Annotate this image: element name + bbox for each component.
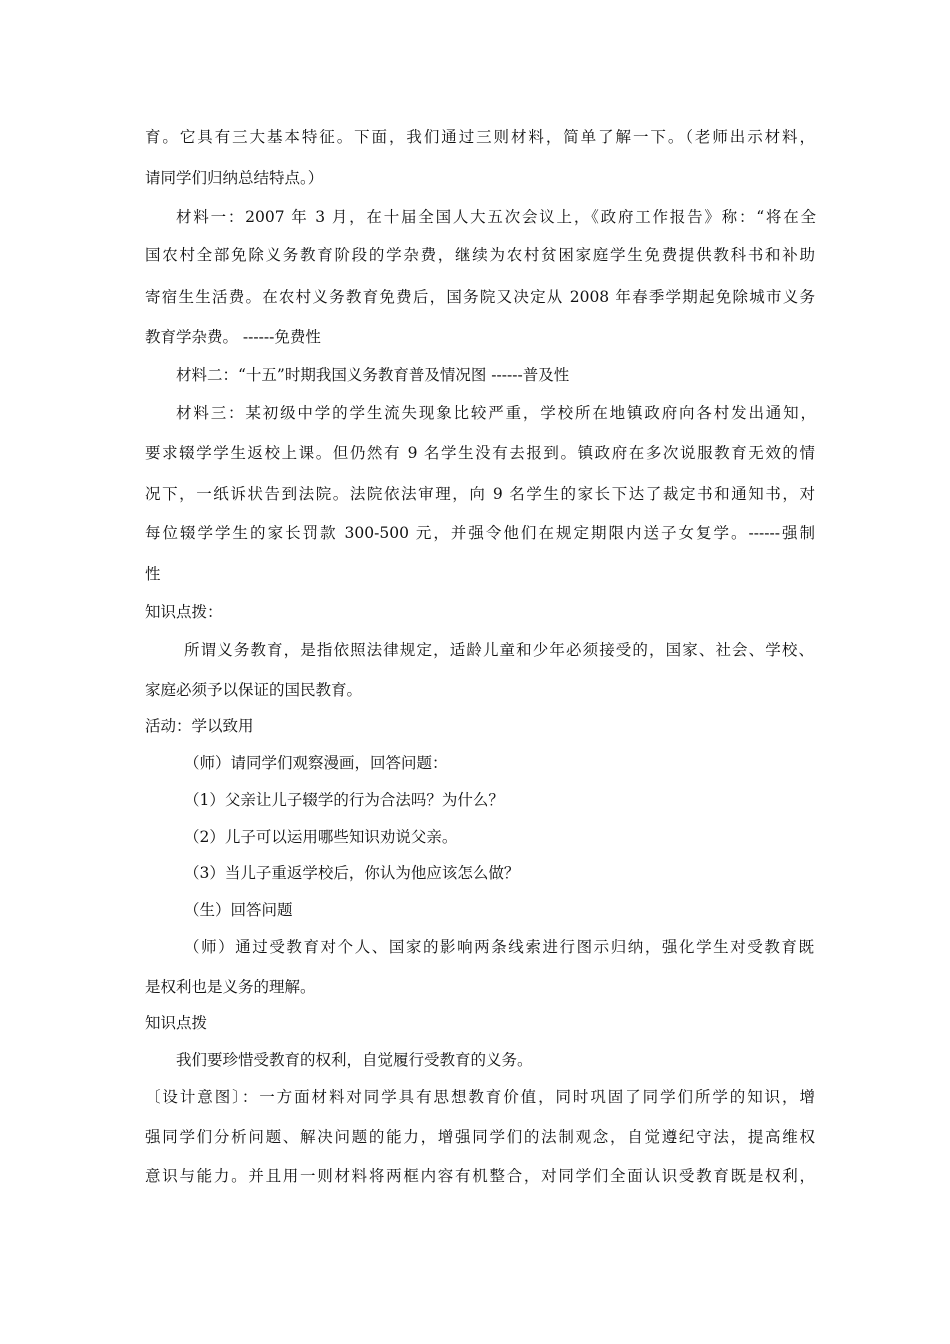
material-three-line: 材料三：某初级中学的学生流失现象比较严重，学校所在地镇政府向各村发出通知， <box>176 404 816 422</box>
activity-line: （师）通过受教育对个人、国家的影响两条线索进行图示归纳，强化学生对受教育既 <box>184 938 814 956</box>
section-heading: 活动：学以致用 <box>145 717 254 735</box>
question-item: （3）当儿子重返学校后，你认为他应该怎么做？ <box>184 864 520 882</box>
question-item: （1）父亲让儿子辍学的行为合法吗？为什么？ <box>184 791 504 809</box>
definition-line: 家庭必须予以保证的国民教育。 <box>145 681 363 699</box>
design-intent-line: 强同学们分析问题、解决问题的能力，增强同学们的法制观念，自觉遵纪守法，提高维权 <box>145 1128 815 1146</box>
material-one-line: 国农村全部免除义务教育阶段的学杂费，继续为农村贫困家庭学生免费提供教科书和补助 <box>145 246 815 264</box>
design-intent-line: 〔设计意图〕：一方面材料对同学具有思想教育价值，同时巩固了同学们所学的知识，增 <box>145 1088 815 1106</box>
paragraph-line: 请同学们归纳总结特点。） <box>145 169 324 187</box>
section-heading: 知识点拨： <box>145 603 223 621</box>
activity-line: （生）回答问题 <box>184 901 293 919</box>
paragraph-line: 育。它具有三大基本特征。下面，我们通过三则材料，简单了解一下。（老师出示材料， <box>145 128 815 146</box>
material-three-line: 性 <box>145 565 161 583</box>
material-one-line: 教育学杂费。 ------免费性 <box>145 328 321 346</box>
material-one-line: 材料一：2007 年 3 月，在十届全国人大五次会议上，《政府工作报告》称：“将在全 <box>176 208 816 226</box>
activity-line: （师）请同学们观察漫画，回答问题： <box>184 754 448 772</box>
material-three-line: 况下，一纸诉状告到法院。法院依法审理，向 9 名学生的家长下达了裁定书和通知书，对 <box>145 485 815 503</box>
definition-line: 所谓义务教育，是指依照法律规定，适龄儿童和少年必须接受的，国家、社会、学校、 <box>184 641 814 659</box>
material-three-line: 要求辍学学生返校上课。但仍然有 9 名学生没有去报到。镇政府在多次说服教育无效的情 <box>145 444 815 462</box>
activity-line: 是权利也是义务的理解。 <box>145 978 316 996</box>
material-two-line: 材料二：“十五”时期我国义务教育普及情况图 ------普及性 <box>176 366 570 384</box>
section-heading: 知识点拨 <box>145 1014 208 1032</box>
knowledge-line: 我们要珍惜受教育的权利，自觉履行受教育的义务。 <box>176 1051 533 1069</box>
material-one-line: 寄宿生生活费。在农村义务教育免费后，国务院又决定从 2008 年春季学期起免除城市义务 <box>145 288 815 306</box>
material-three-line: 每位辍学学生的家长罚款 300-500 元，并强令他们在规定期限内送子女复学。------强制 <box>145 524 815 542</box>
design-intent-line: 意识与能力。并且用一则材料将两框内容有机整合，对同学们全面认识受教育既是权利， <box>145 1167 815 1185</box>
question-item: （2）儿子可以运用哪些知识劝说父亲。 <box>184 828 458 846</box>
